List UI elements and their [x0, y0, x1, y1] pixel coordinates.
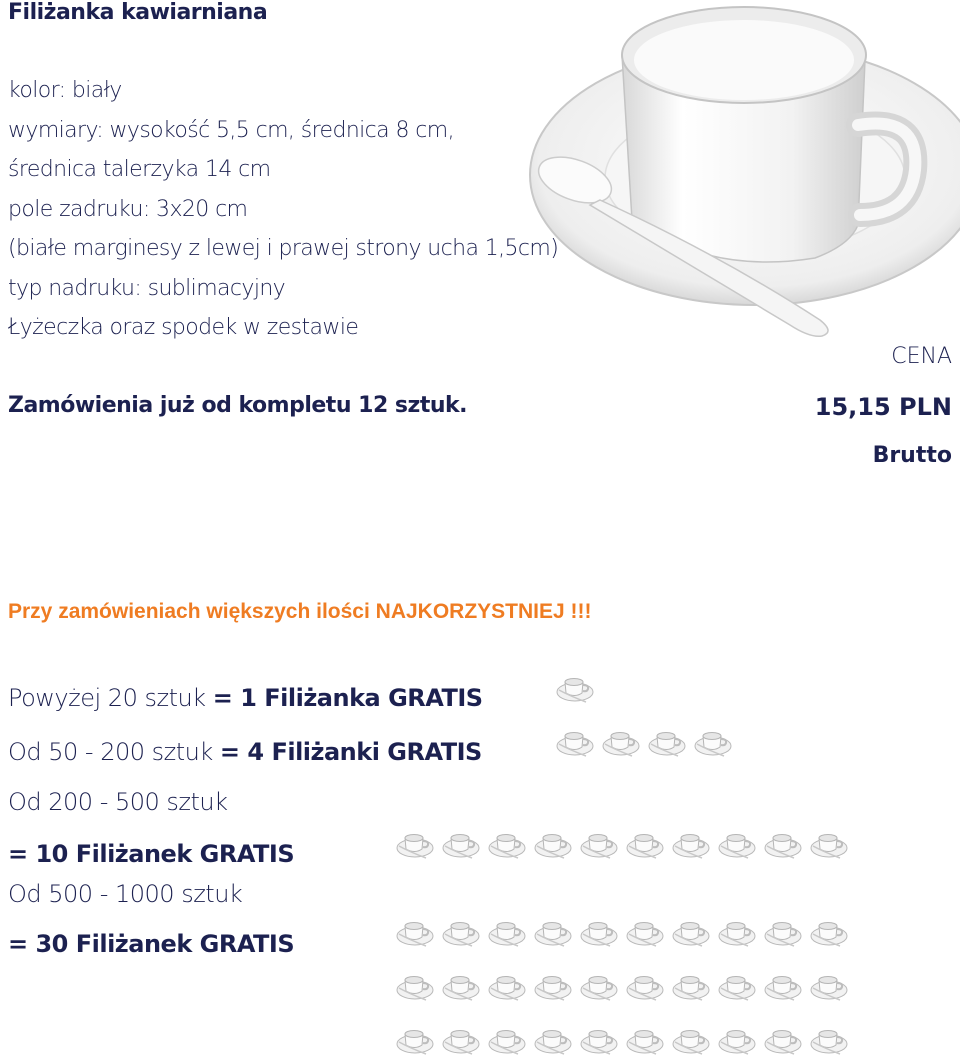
product-title: Filiżanka kawiarniana [8, 0, 268, 25]
cup-saucer-icon [718, 974, 756, 1002]
price-value: 15,15 PLN [814, 393, 952, 421]
tier-4-bonus-line [8, 930, 294, 958]
tier-3-bonus-line [8, 840, 294, 868]
spec-print-type: typ nadruku: sublimacyjny [8, 276, 286, 301]
cup-saucer-icon [488, 974, 526, 1002]
cup-saucer-icon [672, 974, 710, 1002]
tier-2-cups [556, 730, 740, 758]
cup-saucer-icon [442, 1028, 480, 1056]
tier-1-cups [556, 676, 602, 704]
cup-saucer-icon [556, 730, 594, 758]
tier-3-bonus: = 10 Filiżanek GRATIS [8, 840, 295, 868]
cup-saucer-icon [488, 832, 526, 860]
cup-saucer-icon [488, 1028, 526, 1056]
spec-margins: (białe marginesy z lewej i prawej strony ucha 1,5cm) [8, 236, 559, 261]
product-photo [520, 0, 960, 350]
tier-2-bonus: = 4 Filiżanki GRATIS [219, 738, 482, 766]
spec-color: kolor: biały [8, 78, 122, 103]
cup-saucer-icon [626, 1028, 664, 1056]
cup-saucer-icon [442, 974, 480, 1002]
cup-saucer-icon [580, 832, 618, 860]
spec-saucer-diameter: średnica talerzyka 14 cm [8, 157, 271, 182]
cup-saucer-icon [626, 974, 664, 1002]
cup-saucer-icon [626, 920, 664, 948]
cup-saucer-icon [442, 832, 480, 860]
cup-saucer-icon [810, 974, 848, 1002]
cup-saucer-icon [718, 1028, 756, 1056]
cup-saucer-icon [602, 730, 640, 758]
cup-saucer-icon [672, 1028, 710, 1056]
cup-saucer-icon [672, 920, 710, 948]
cup-saucer-icon [810, 1028, 848, 1056]
cup-saucer-icon [442, 920, 480, 948]
cup-saucer-icon [764, 1028, 802, 1056]
price-note: Brutto [872, 443, 952, 468]
cup-saucer-icon [580, 1028, 618, 1056]
cup-saucer-icon [534, 832, 572, 860]
cup-saucer-icon [580, 974, 618, 1002]
cup-saucer-icon [488, 920, 526, 948]
cup-saucer-icon [556, 676, 594, 704]
cup-saucer-icon [648, 730, 686, 758]
cup-saucer-icon [396, 974, 434, 1002]
cup-saucer-icon [764, 920, 802, 948]
promo-banner: Przy zamówieniach większych ilości NAJKORZYSTNIEJ !!! [8, 600, 592, 623]
cup-saucer-icon [580, 920, 618, 948]
tier-3-range: Od 200 - 500 sztuk [8, 788, 228, 816]
spec-dimensions: wymiary: wysokość 5,5 cm, średnica 8 cm, [8, 118, 454, 143]
tier-3-cups [396, 832, 856, 860]
cup-saucer-icon [396, 920, 434, 948]
tier-4-range-line [8, 880, 242, 908]
cup-saucer-icon [810, 920, 848, 948]
cup-saucer-icon [534, 974, 572, 1002]
cup-saucer-icon [764, 974, 802, 1002]
cup-saucer-icon [694, 730, 732, 758]
price-label: CENA [891, 344, 952, 369]
order-minimum: Zamówienia już od kompletu 12 sztuk. [8, 393, 467, 418]
tier-1-range: Powyżej 20 sztuk [8, 684, 206, 712]
cup-saucer-icon [534, 1028, 572, 1056]
tier-1 [8, 684, 483, 712]
tier-4-cups [396, 920, 856, 1056]
tier-3-range-line [8, 788, 228, 816]
tier-4-bonus: = 30 Filiżanek GRATIS [8, 930, 295, 958]
cup-saucer-icon [534, 920, 572, 948]
cup-saucer-icon [672, 832, 710, 860]
spec-print-area: pole zadruku: 3x20 cm [8, 197, 248, 222]
cup-saucer-icon [396, 832, 434, 860]
cup-saucer-icon [626, 832, 664, 860]
cup-saucer-icon [764, 832, 802, 860]
tier-2-range: Od 50 - 200 sztuk [8, 738, 213, 766]
spec-included: Łyżeczka oraz spodek w zestawie [8, 315, 359, 340]
cup-saucer-icon [810, 832, 848, 860]
cup-saucer-icon [396, 1028, 434, 1056]
tier-4-range: Od 500 - 1000 sztuk [8, 880, 243, 908]
tier-1-bonus: = 1 Filiżanka GRATIS [212, 684, 483, 712]
cup-saucer-icon [718, 832, 756, 860]
cup-saucer-icon [718, 920, 756, 948]
tier-2 [8, 738, 482, 766]
